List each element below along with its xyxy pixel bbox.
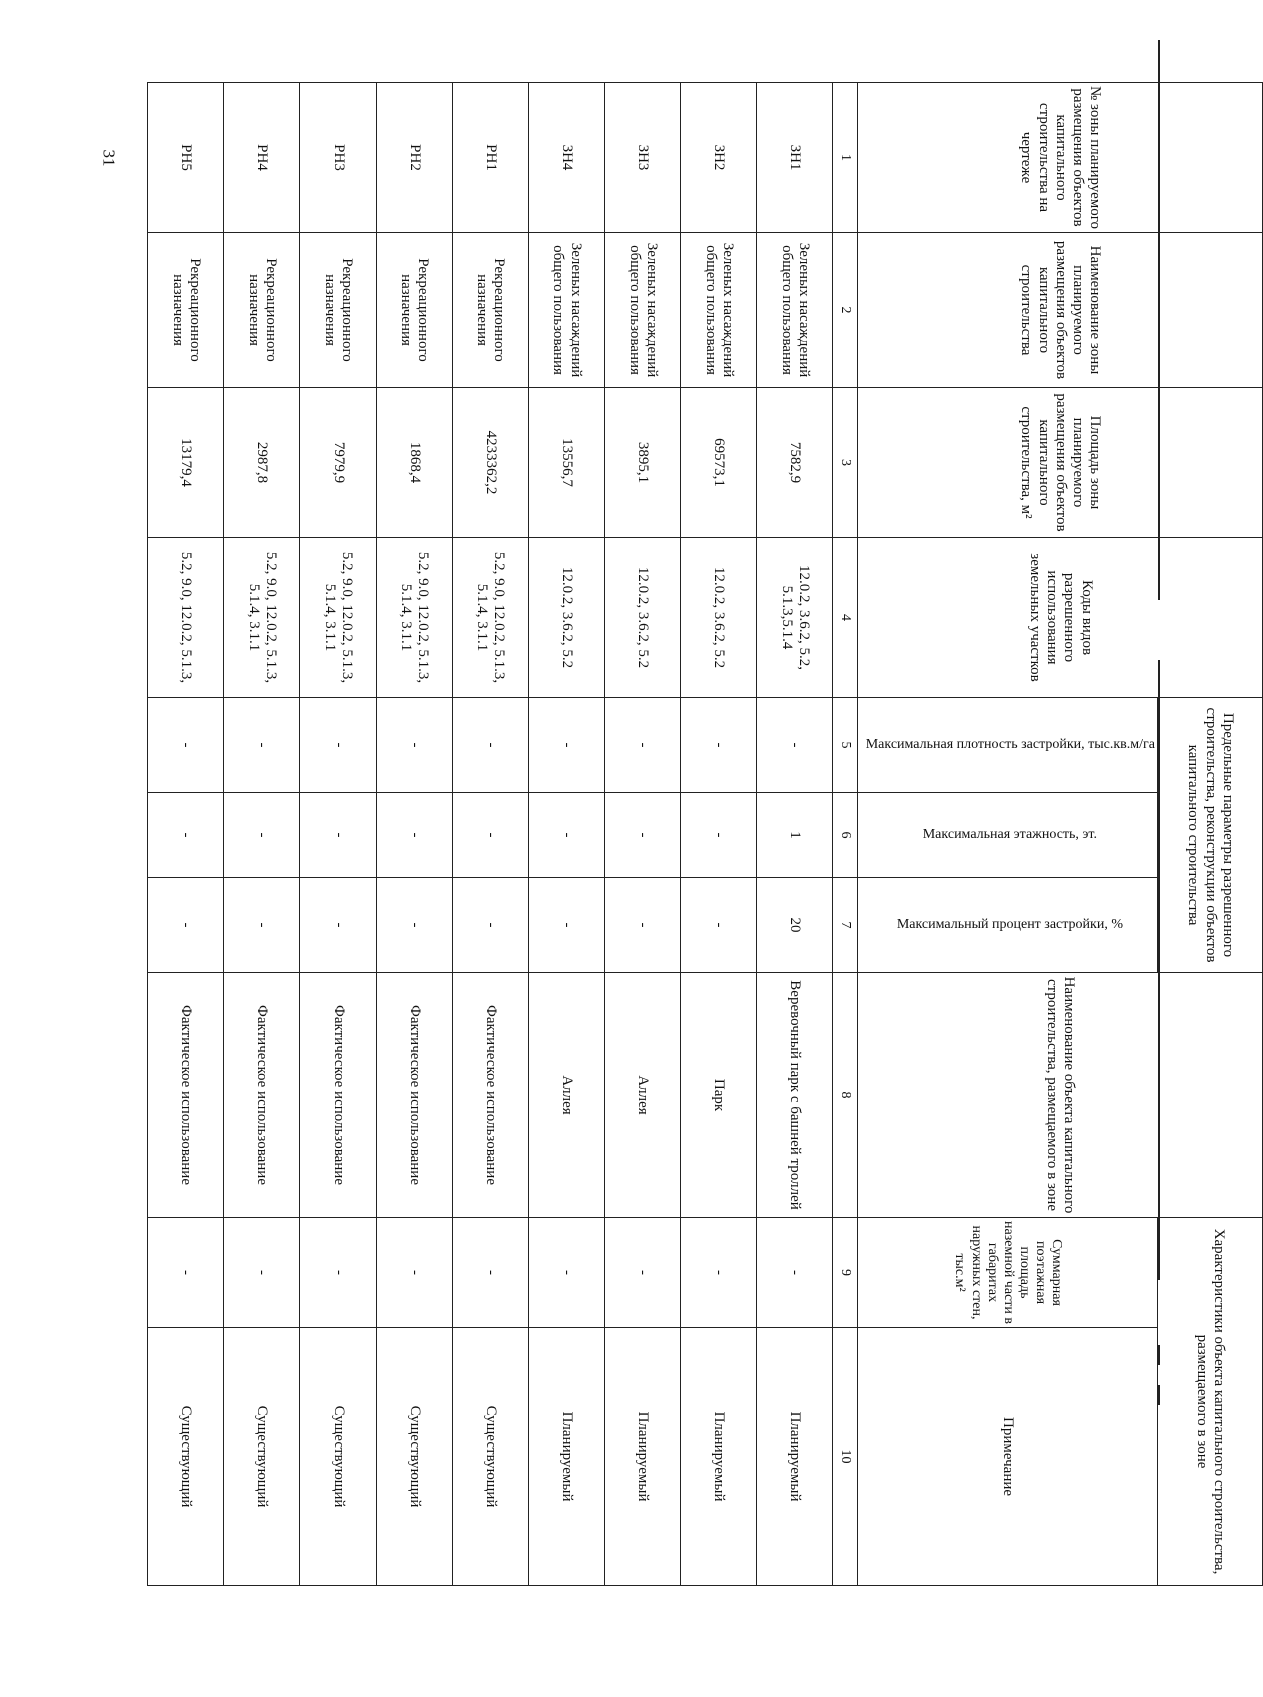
cell-object-name: Веревочный парк с башней троллей [757,973,833,1218]
cell-total-area: - [757,1218,833,1328]
cell-use-codes: 5.2, 9.0, 12.0.2, 5.1.3, 5.1.4, 3.1.1 [376,538,452,698]
table-row [300,83,376,1586]
cell-max-density: - [604,698,680,793]
cell-total-area: - [604,1218,680,1328]
header-max-percent: Максимальный процент застройки, % [858,878,1158,973]
table-row [148,83,224,1586]
cell-use-codes: 5.2, 9.0, 12.0.2, 5.1.3, 5.1.4, 3.1.1 [300,538,376,698]
cell-zone-name: Зеленых насаждений общего пользования [681,233,757,388]
cell-use-codes: 5.2, 9.0, 12.0.2, 5.1.3, [148,538,224,698]
cell-max-density: - [757,698,833,793]
zones-table [147,82,1263,1586]
scan-edge-marks [1148,40,1168,1640]
header-row-1 [1158,83,1263,1586]
cell-use-codes: 5.2, 9.0, 12.0.2, 5.1.3, 5.1.4, 3.1.1 [224,538,300,698]
cell-zone-area: 2987,8 [224,388,300,538]
col-number: 5 [833,698,858,793]
header-use-codes: Коды видов разрешенного использования земельных участков [858,538,1263,698]
table-row [452,83,528,1586]
cell-zone-name: Рекреационного назначения [376,233,452,388]
cell-object-name: Фактическое использование [376,973,452,1218]
cell-max-floors: - [604,793,680,878]
cell-max-percent: - [224,878,300,973]
cell-note: Планируемый [604,1328,680,1586]
cell-zone-area: 7979,9 [300,388,376,538]
cell-note: Существующий [148,1328,224,1586]
cell-max-floors: - [452,793,528,878]
cell-zone-name: Рекреационного назначения [300,233,376,388]
col-number: 6 [833,793,858,878]
cell-max-density: - [376,698,452,793]
col-number: 10 [833,1328,858,1586]
cell-zone-area: 1868,4 [376,388,452,538]
cell-max-density: - [681,698,757,793]
cell-use-codes: 12.0.2, 3.6.2, 5.2 [604,538,680,698]
cell-max-percent: - [376,878,452,973]
cell-object-name: Фактическое использование [224,973,300,1218]
cell-object-name: Фактическое использование [452,973,528,1218]
cell-zone-no: ЗН4 [528,83,604,233]
cell-use-codes: 12.0.2, 3.6.2, 5.2 [681,538,757,698]
cell-zone-no: РН3 [300,83,376,233]
cell-max-floors: - [148,793,224,878]
cell-zone-area: 69573,1 [681,388,757,538]
cell-zone-no: ЗН1 [757,83,833,233]
cell-max-floors: - [300,793,376,878]
cell-max-density: - [528,698,604,793]
cell-total-area: - [148,1218,224,1328]
cell-zone-area: 4233362,2 [452,388,528,538]
header-zone-no: № зоны планируемого размещения объектов капитального строительства на чертеже [858,83,1263,233]
cell-zone-name: Рекреационного назначения [224,233,300,388]
header-object-name: Наименование объекта капитального строительства, размещаемого в зоне [858,973,1263,1218]
cell-max-percent: - [452,878,528,973]
cell-note: Существующий [376,1328,452,1586]
cell-zone-name: Рекреационного назначения [452,233,528,388]
cell-zone-name: Зеленых насаждений общего пользования [528,233,604,388]
cell-zone-name: Зеленых насаждений общего пользования [604,233,680,388]
col-number: 2 [833,233,858,388]
cell-total-area: - [681,1218,757,1328]
table-row [604,83,680,1586]
header-total-area: Суммарная поэтажная площадь наземной части в габаритах наружных стен, тыс.м² [858,1218,1158,1328]
col-number: 8 [833,973,858,1218]
cell-zone-area: 13556,7 [528,388,604,538]
cell-max-density: - [224,698,300,793]
cell-use-codes: 5.2, 9.0, 12.0.2, 5.1.3, 5.1.4, 3.1.1 [452,538,528,698]
cell-max-density: - [148,698,224,793]
header-zone-name: Наименование зоны планируемого размещения объектов капитального строительства [858,233,1263,388]
cell-note: Планируемый [528,1328,604,1586]
cell-note: Планируемый [757,1328,833,1586]
cell-zone-name: Зеленых насаждений общего пользования [757,233,833,388]
table-row [757,83,833,1586]
cell-note: Существующий [300,1328,376,1586]
cell-max-density: - [300,698,376,793]
header-max-density: Максимальная плотность застройки, тыс.кв.м/га [858,698,1158,793]
table-row [376,83,452,1586]
cell-max-percent: 20 [757,878,833,973]
header-chars-group: Характеристики объекта капитального строительства, размещаемого в зоне [1158,1218,1263,1586]
cell-use-codes: 12.0.2, 3.6.2, 5.2, 5.1.3,5.1.4 [757,538,833,698]
header-max-floors: Максимальная этажность, эт. [858,793,1158,878]
cell-object-name: Парк [681,973,757,1218]
cell-max-percent: - [528,878,604,973]
col-number: 1 [833,83,858,233]
col-number: 9 [833,1218,858,1328]
column-number-row [833,83,858,1586]
cell-total-area: - [300,1218,376,1328]
cell-max-floors: - [528,793,604,878]
cell-total-area: - [528,1218,604,1328]
cell-zone-no: ЗН2 [681,83,757,233]
cell-zone-area: 7582,9 [757,388,833,538]
cell-note: Существующий [224,1328,300,1586]
col-number: 4 [833,538,858,698]
cell-object-name: Аллея [604,973,680,1218]
cell-note: Существующий [452,1328,528,1586]
header-note: Примечание [858,1328,1158,1586]
header-zone-area: Площадь зоны планируемого размещения объектов капитального строительства, м² [858,388,1263,538]
header-limits-group: Предельные параметры разрешенного строительства, реконструкции объектов капитального строительства [1158,698,1263,973]
cell-max-percent: - [604,878,680,973]
page-number: 31 [99,149,119,167]
cell-max-floors: - [224,793,300,878]
cell-zone-no: ЗН3 [604,83,680,233]
cell-use-codes: 12.0.2, 3.6.2, 5.2 [528,538,604,698]
cell-zone-name: Рекреационного назначения [148,233,224,388]
cell-zone-no: РН1 [452,83,528,233]
rotated-table-wrapper [147,82,1263,1585]
table-row [681,83,757,1586]
cell-zone-no: РН2 [376,83,452,233]
col-number: 7 [833,878,858,973]
cell-zone-no: РН4 [224,83,300,233]
cell-max-percent: - [681,878,757,973]
cell-zone-no: РН5 [148,83,224,233]
cell-total-area: - [376,1218,452,1328]
cell-max-percent: - [300,878,376,973]
cell-zone-area: 13179,4 [148,388,224,538]
cell-object-name: Аллея [528,973,604,1218]
cell-note: Планируемый [681,1328,757,1586]
table-body [148,83,833,1586]
table-row [528,83,604,1586]
cell-total-area: - [224,1218,300,1328]
cell-max-floors: - [376,793,452,878]
table-row [224,83,300,1586]
cell-max-floors: 1 [757,793,833,878]
cell-max-density: - [452,698,528,793]
cell-max-floors: - [681,793,757,878]
col-number: 3 [833,388,858,538]
cell-zone-area: 3895,1 [604,388,680,538]
cell-object-name: Фактическое использование [300,973,376,1218]
cell-object-name: Фактическое использование [148,973,224,1218]
cell-total-area: - [452,1218,528,1328]
cell-max-percent: - [148,878,224,973]
